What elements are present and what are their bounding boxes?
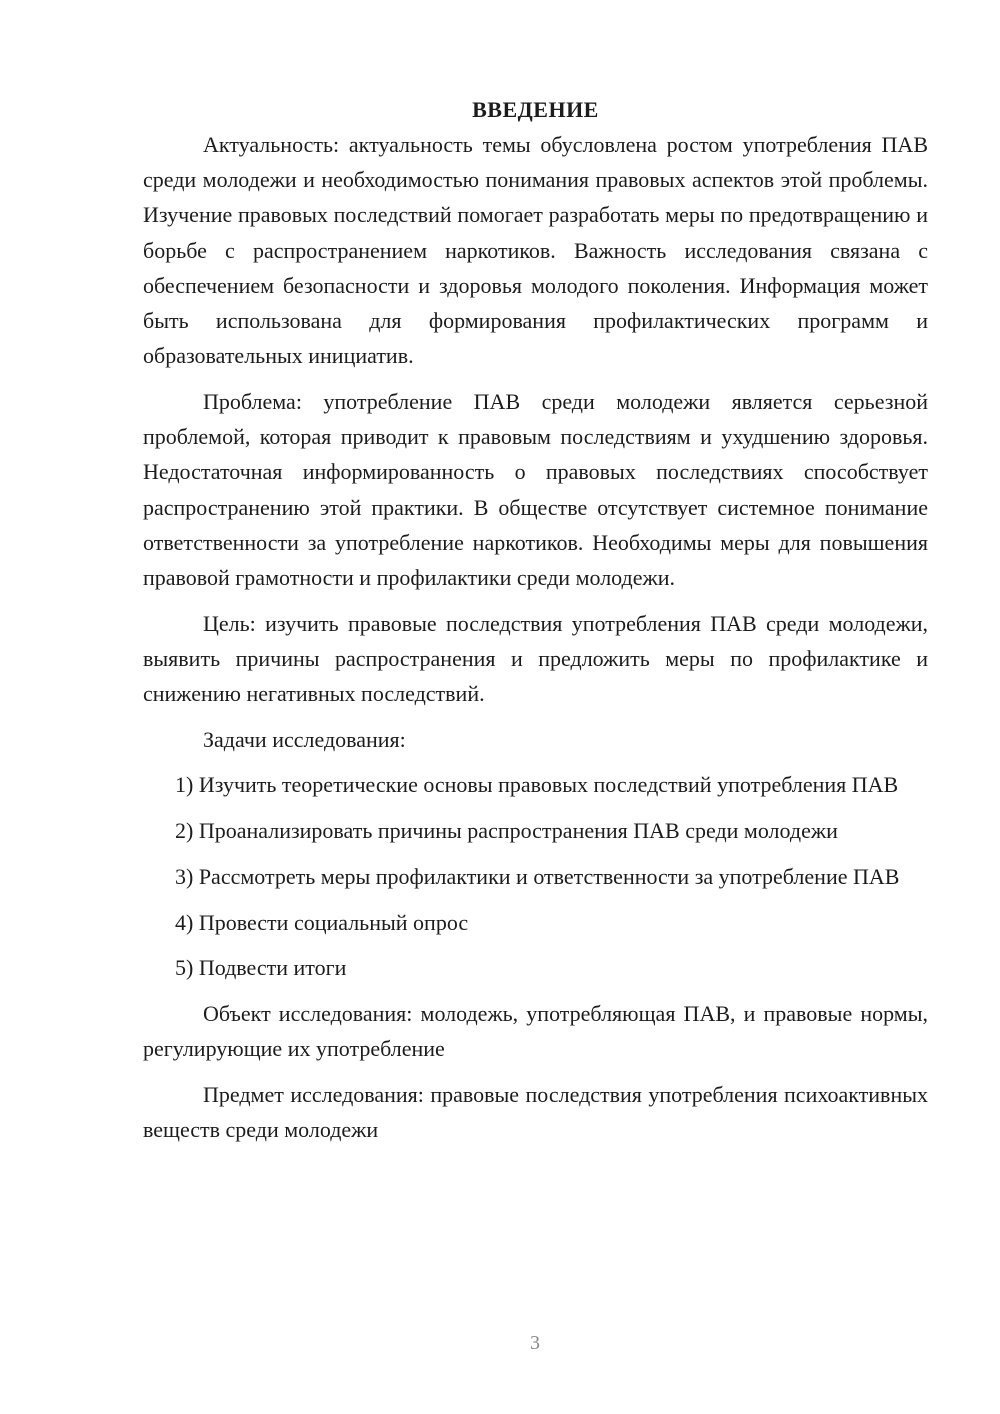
page-number: 3 (530, 1332, 540, 1354)
paragraph-object: Объект исследования: молодежь, употребляющая ПАВ, и правовые нормы, регулирующие их употребление (143, 1000, 928, 1062)
paragraph-relevance: Актуальность: актуальность темы обусловлена ростом употребления ПАВ среди молодежи и необходимостью понимания правовых аспектов этой проблемы. Изучение правовых последствий помогает разработать меры по предотвращению и борьбе с распространением наркотиков. Важность исследования связана с обеспечением безопасности и здоровья молодого поколения. Информация может быть использована для формирования профилактических программ и образовательных инициатив. (143, 132, 928, 369)
document-page (143, 92, 928, 1158)
section-title: ВВЕДЕНИЕ (472, 97, 599, 122)
paragraph-problem: Проблема: употребление ПАВ среди молодежи является серьезной проблемой, которая приводит к правовым последствиям и ухудшению здоровья. Недостаточная информированность о правовых последствиях способствует распространению этой практики. В обществе отсутствует системное понимание ответственности за употребление наркотиков. Необходимы меры для повышения правовой грамотности и профилактики среди молодежи. (143, 388, 928, 590)
paragraph-goal: Цель: изучить правовые последствия употребления ПАВ среди молодежи, выявить причины распространения и предложить меры по профилактике и снижению негативных последствий. (143, 610, 928, 707)
task-item-3: 3) Рассмотреть меры профилактики и ответственности за употребление ПАВ (175, 863, 900, 889)
task-item-5: 5) Подвести итоги (175, 955, 347, 981)
task-item-1: 1) Изучить теоретические основы правовых последствий употребления ПАВ (175, 772, 899, 798)
paragraph-tasks-heading: Задачи исследования: (203, 726, 406, 752)
paragraph-subject: Предмет исследования: правовые последствия употребления психоактивных веществ среди молодежи (143, 1081, 928, 1143)
task-item-2: 2) Проанализировать причины распространения ПАВ среди молодежи (175, 818, 838, 844)
task-item-4: 4) Провести социальный опрос (175, 909, 469, 935)
